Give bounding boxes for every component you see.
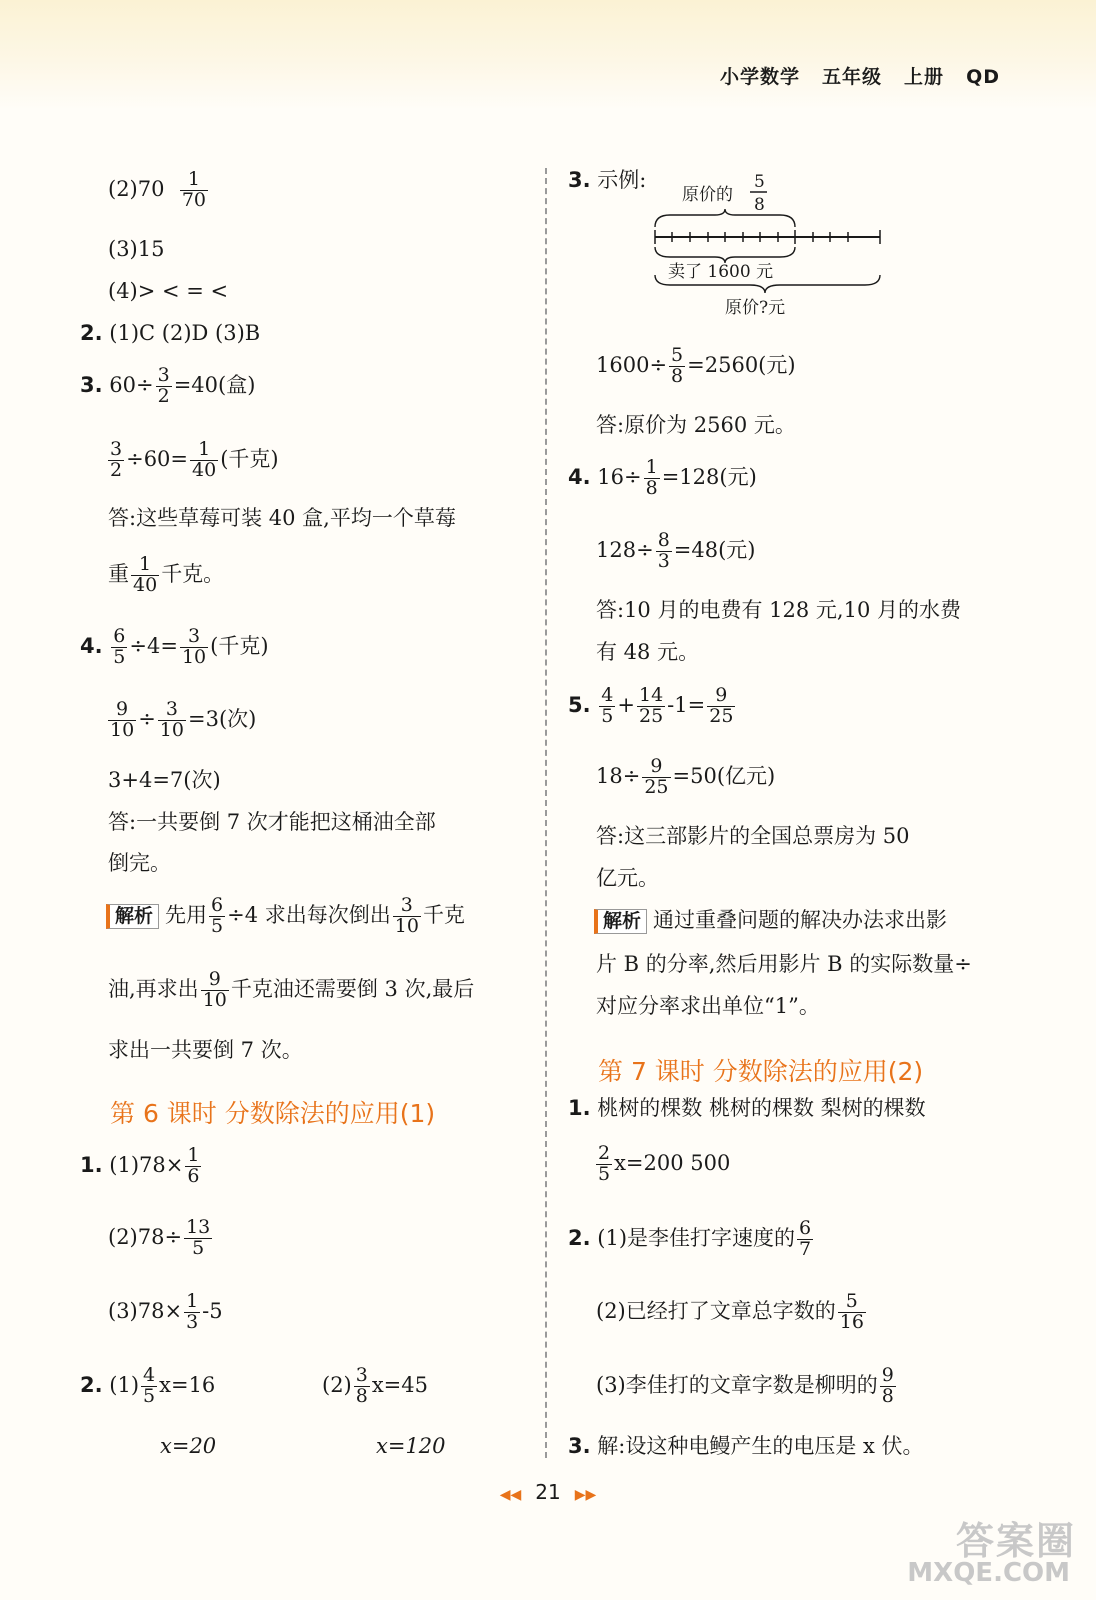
answer-line: 2. (1)是李佳打字速度的 $\frac{6}{7}$	[568, 1217, 812, 1260]
diagram-label: 卖了 1600 元	[668, 262, 774, 282]
answer-line: $\frac{3}{2}$ ÷60= $\frac{1}{40}$ (千克)	[110, 438, 279, 481]
diagram-label: 原价?元	[725, 298, 786, 318]
answer-line: 1. 桃树的棵数 桃树的棵数 梨树的棵数	[568, 1096, 926, 1120]
answer-line: 3. 解:设这种电鳗产生的电压是 x 伏。	[568, 1434, 924, 1458]
answer-line: 倒完。	[108, 851, 171, 875]
answer-line: 有 48 元。	[596, 640, 700, 664]
answer-line: 4. 16÷ $\frac{1}{8}$ =128(元)	[568, 456, 757, 499]
analysis-line: 片 B 的分率,然后用影片 B 的实际数量÷	[596, 952, 972, 976]
answer-line: 3. 示例:	[568, 168, 647, 192]
answer-line: (4)> < = <	[108, 279, 229, 303]
diagram-label: 8	[754, 195, 765, 215]
answer-line: 答:这些草莓可装 40 盒,平均一个草莓	[108, 506, 456, 530]
analysis-line: 求出一共要倒 7 次。	[108, 1038, 303, 1062]
answer-line: 亿元。	[596, 866, 659, 890]
answer-line: (3)李佳打的文章字数是柳明的 $\frac{9}{8}$	[596, 1364, 894, 1407]
answer-line: 1. (1)78× $\frac{1}{6}$	[80, 1144, 200, 1187]
watermark-url: MXQE.COM	[907, 1558, 1070, 1588]
answer-line: 2. (1) $\frac{4}{5}$ x=16	[80, 1364, 216, 1407]
section-heading: 第 6 课时 分数除法的应用(1)	[110, 1099, 436, 1128]
header-volume: 上册	[904, 66, 945, 88]
line-segment-diagram	[640, 165, 900, 325]
answer-line: 5. $\frac{4}{5}$ + $\frac{14}{25}$ -1= $\frac{9}{25}$	[568, 684, 734, 727]
analysis-line: 解析 先用 $\frac{6}{5}$ ÷4 求出每次倒出 $\frac{3}{10}$ 千克	[106, 896, 465, 937]
diagram-label: 5	[754, 172, 765, 192]
answer-line: 答:一共要倒 7 次才能把这桶油全部	[108, 810, 436, 834]
answer-line: 答:这三部影片的全国总票房为 50	[596, 824, 910, 848]
prev-arrows-icon: ◀◀	[499, 1487, 522, 1503]
answer-line: (2)已经打了文章总字数的 $\frac{5}{16}$	[596, 1290, 864, 1333]
header-grade: 五年级	[822, 66, 883, 88]
watermark-logo: 答案圈	[955, 1519, 1076, 1563]
next-arrows-icon: ▶▶	[574, 1487, 597, 1503]
answer-line: x=120	[376, 1434, 446, 1458]
answer-line: (3)15	[108, 237, 165, 261]
answer-line: (2) $\frac{3}{8}$ x=45	[322, 1364, 429, 1407]
analysis-line: 解析 通过重叠问题的解决办法求出影	[594, 908, 947, 934]
fraction: $\frac{1}{70}$	[181, 168, 207, 211]
answer-line: 答:10 月的电费有 128 元,10 月的水费	[596, 598, 961, 622]
answer-line: 18÷ $\frac{9}{25}$ =50(亿元)	[596, 755, 776, 798]
page-header	[698, 62, 1000, 89]
answer-line: 3+4=7(次)	[108, 768, 221, 792]
answer-line: 3. 60÷ $\frac{3}{2}$ =40(盒)	[80, 364, 256, 407]
answer-line: 128÷ $\frac{8}{3}$ =48(元)	[596, 529, 756, 572]
analysis-line: 对应分率求出单位“1”。	[596, 994, 820, 1018]
page-footer	[0, 1480, 1096, 1504]
header-subject: 小学数学	[720, 66, 801, 88]
page-number: 21	[535, 1480, 561, 1504]
analysis-line: 油,再求出 $\frac{9}{10}$ 千克油还需要倒 3 次,最后	[108, 968, 475, 1011]
analysis-tag: 解析	[106, 904, 159, 929]
analysis-tag: 解析	[594, 909, 647, 934]
answer-line: $\frac{9}{10}$ ÷ $\frac{3}{10}$ =3(次)	[110, 698, 257, 741]
answer-line: (2)70 $\frac{1}{70}$	[108, 168, 207, 211]
answer-line: 答:原价为 2560 元。	[596, 413, 796, 437]
section-heading: 第 7 课时 分数除法的应用(2)	[598, 1057, 924, 1086]
answer-line: 4. $\frac{6}{5}$ ÷4= $\frac{3}{10}$ (千克)	[80, 625, 269, 668]
answer-line: x=20	[160, 1434, 217, 1458]
answer-line: (3)78× $\frac{1}{3}$ -5	[108, 1290, 223, 1333]
answer-line: 2. (1)C (2)D (3)B	[80, 321, 261, 345]
answer-line: $\frac{2}{5}$ x=200 500	[598, 1142, 731, 1185]
column-divider	[545, 168, 547, 1458]
answer-line: 1600÷ $\frac{5}{8}$ =2560(元)	[596, 344, 796, 387]
answer-line: (2)78÷ $\frac{13}{5}$	[108, 1216, 211, 1259]
header-band	[0, 0, 1096, 110]
diagram-label: 原价的	[682, 185, 733, 205]
header-edition: QD	[966, 66, 1000, 88]
answer-line: 重 $\frac{1}{40}$ 千克。	[108, 553, 225, 596]
